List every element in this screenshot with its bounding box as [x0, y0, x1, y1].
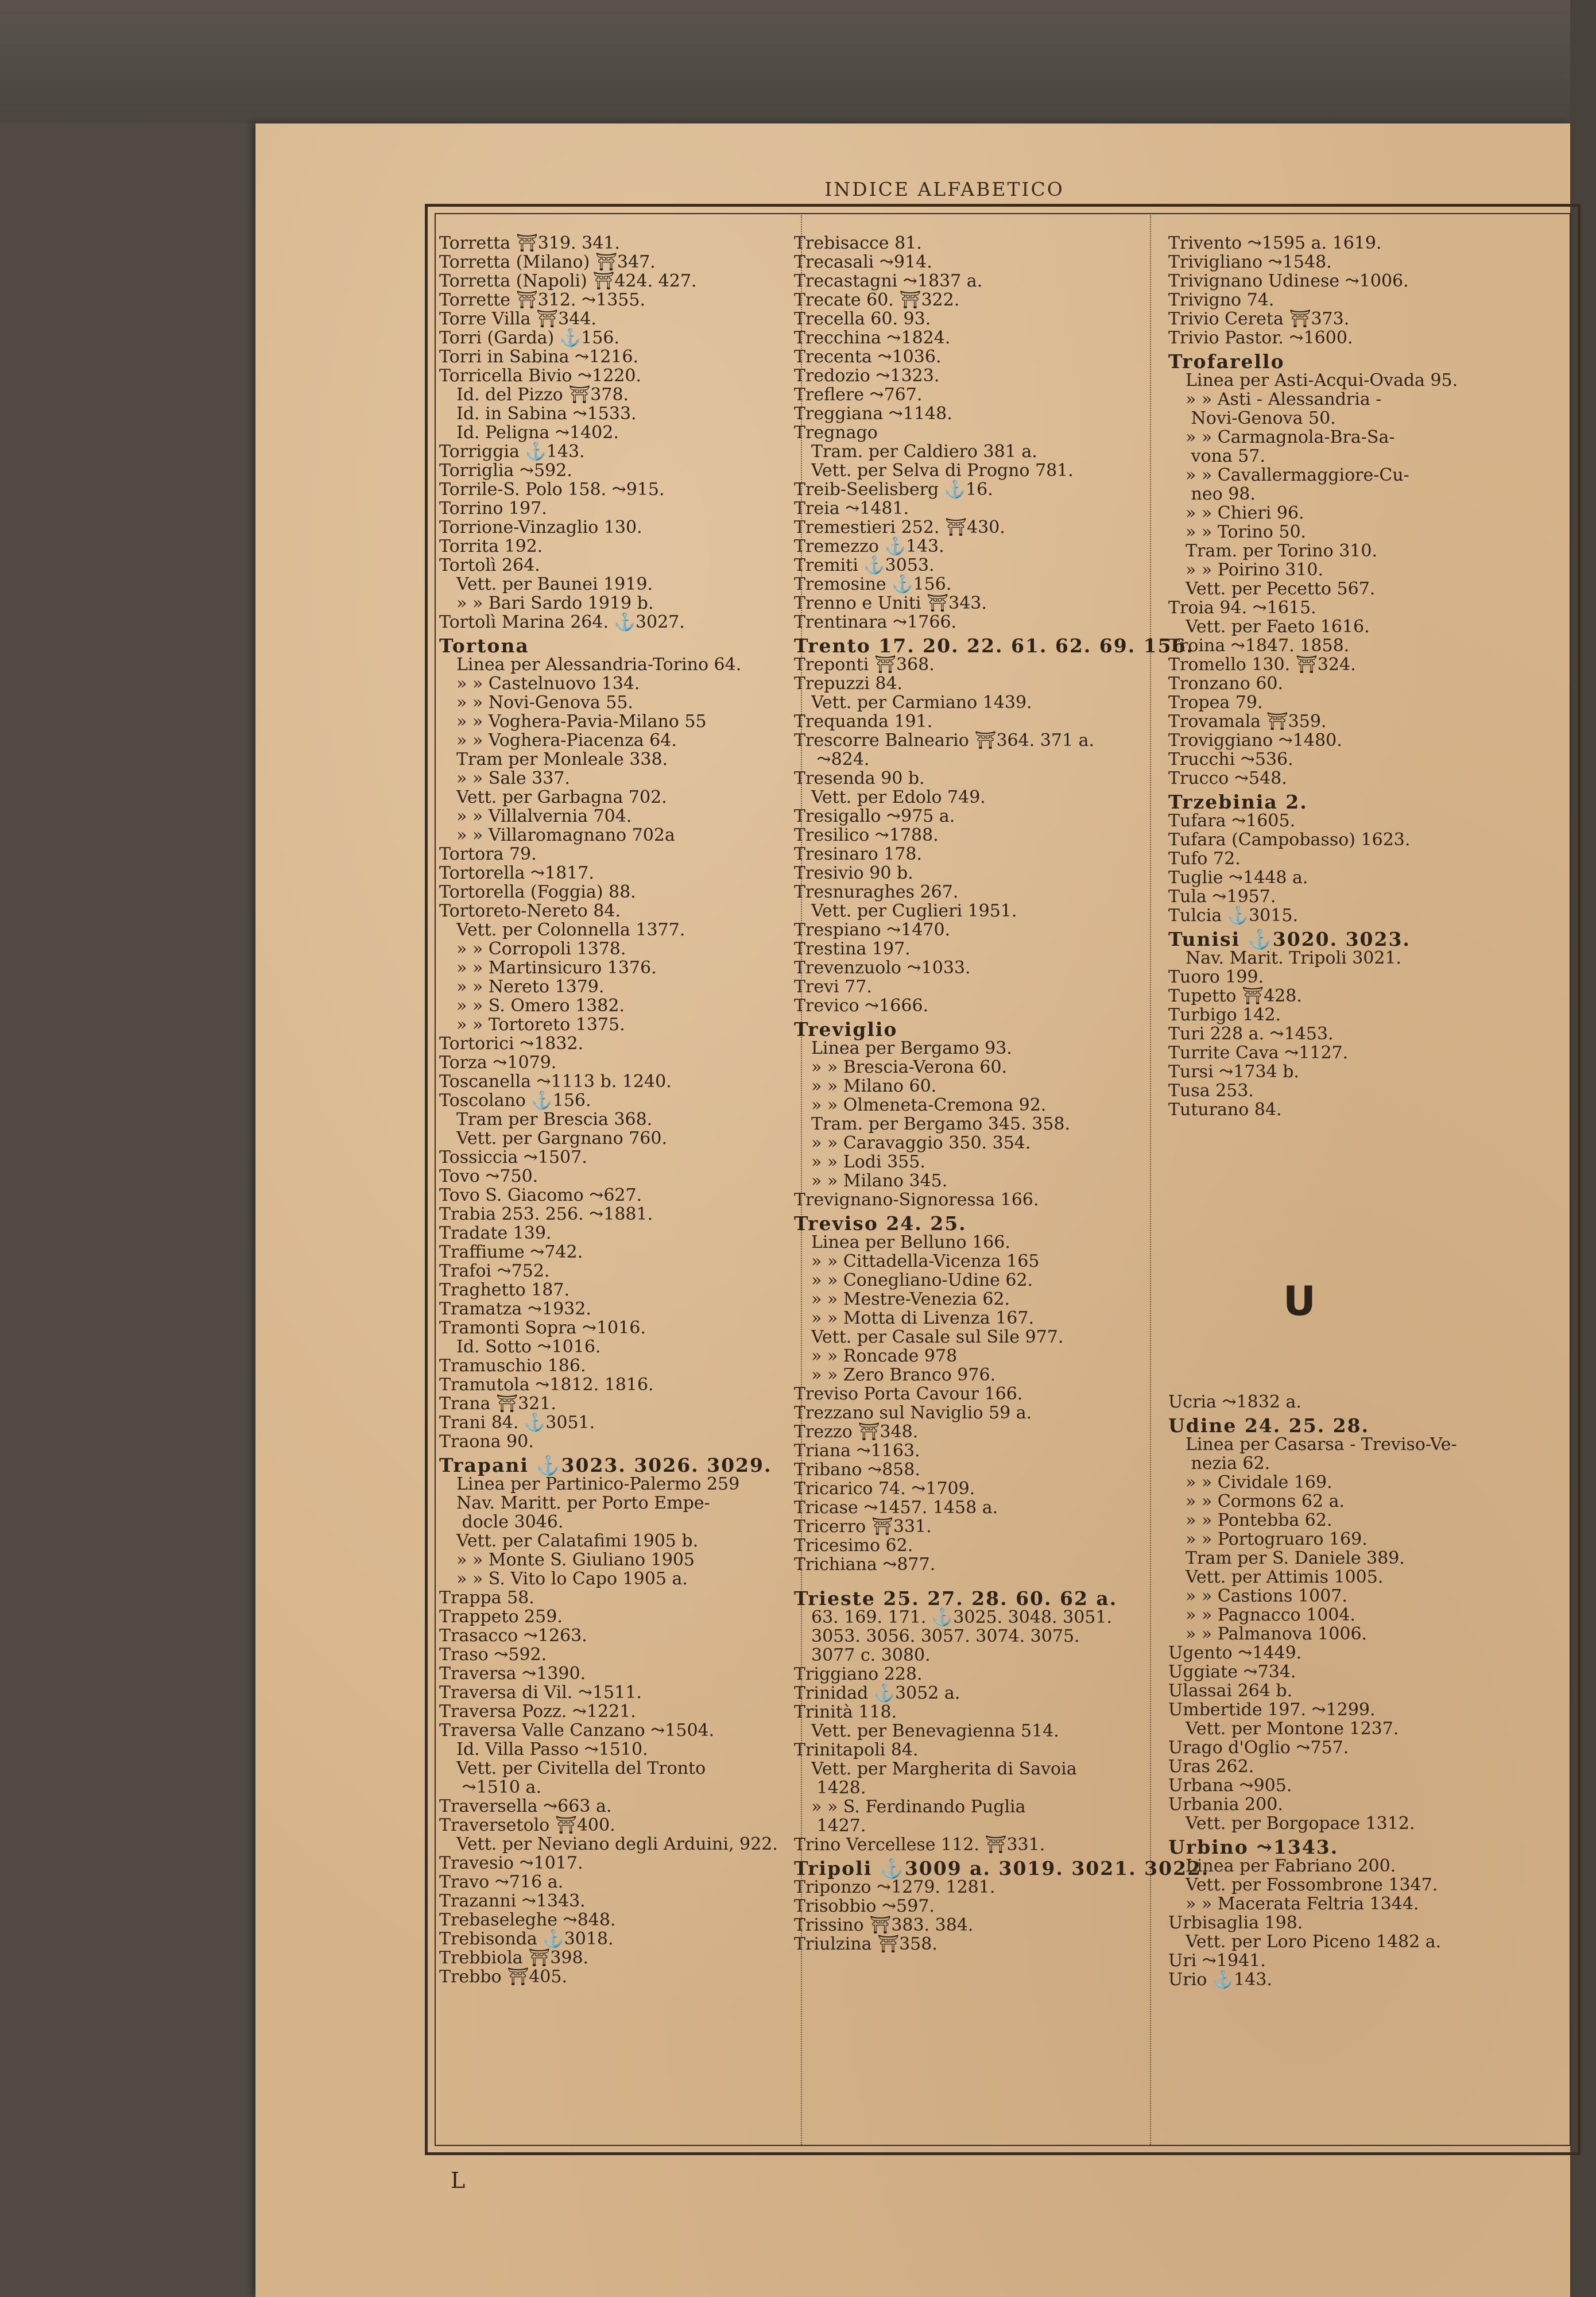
index-entry: Torrette ⛩312. ⤳1355.	[439, 290, 646, 310]
index-entry: Urbisaglia 198.	[1168, 1913, 1303, 1933]
index-entry: Tresigallo ⤳975 a.	[794, 806, 955, 826]
index-entry: Vett. per Edolo 749.	[794, 787, 986, 807]
index-entry: Trichiana ⤳877.	[794, 1554, 936, 1575]
index-entry: 3077 c. 3080.	[794, 1645, 931, 1665]
index-entry: » » Brescia-Verona 60.	[794, 1057, 1008, 1077]
index-entry: 1428.	[794, 1778, 866, 1798]
index-entry: » » Portogruaro 169.	[1168, 1529, 1368, 1549]
index-entry: Traso ⤳592.	[439, 1645, 547, 1665]
index-entry: Id. Villa Passo ⤳1510.	[439, 1739, 648, 1760]
index-entry: » » Cittadella-Vicenza 165	[794, 1251, 1040, 1271]
index-entry: Travesio ⤳1017.	[439, 1853, 583, 1873]
index-entry: Linea per Asti-Acqui-Ovada 95.	[1168, 370, 1458, 390]
index-entry: Tremosine ⚓156.	[794, 574, 952, 594]
index-entry: Trevi 77.	[794, 977, 872, 997]
index-entry: Trabia 253. 256. ⤳1881.	[439, 1204, 653, 1224]
index-entry: ⤳1510 a.	[439, 1777, 541, 1797]
index-entry: Trovamala ⛩359.	[1168, 711, 1327, 732]
signature-mark: L	[451, 2168, 466, 2193]
index-entry: 3053. 3056. 3057. 3074. 3075.	[794, 1626, 1080, 1646]
index-entry: Trebbiola ⛩398.	[439, 1948, 589, 1968]
index-entry: Trepuzzi 84.	[794, 674, 903, 694]
index-entry: Vett. per Colonnella 1377.	[439, 920, 685, 940]
index-entry: 63. 169. 171. ⚓3025. 3048. 3051.	[794, 1607, 1112, 1627]
index-entry: Tortolì Marina 264. ⚓3027.	[439, 612, 685, 632]
index-entry: Tronzano 60.	[1168, 674, 1284, 694]
index-entry: » » S. Vito lo Capo 1905 a.	[439, 1569, 688, 1589]
index-entry: Tresilico ⤳1788.	[794, 825, 939, 845]
index-heading: Trofarello	[1168, 350, 1285, 373]
index-entry: Tortorella ⤳1817.	[439, 863, 594, 883]
index-entry: Tusa 253.	[1168, 1081, 1254, 1101]
index-entry: Uggiate ⤳734.	[1168, 1662, 1296, 1682]
index-entry: ⤳824.	[794, 749, 870, 769]
index-entry: Vett. per Borgopace 1312.	[1168, 1813, 1415, 1834]
index-entry: Tresivio 90 b.	[794, 863, 913, 883]
index-entry: Id. del Pizzo ⛩378.	[439, 385, 629, 405]
index-entry: Urbana ⤳905.	[1168, 1776, 1292, 1796]
index-entry: Tortoreto-Nereto 84.	[439, 901, 621, 921]
index-entry: Treflere ⤳767.	[794, 385, 923, 405]
index-entry: Tropea 79.	[1168, 693, 1263, 713]
index-entry: Trebaseleghe ⤳848.	[439, 1910, 616, 1930]
index-entry: » » Pagnacco 1004.	[1168, 1605, 1356, 1625]
index-entry: Trana ⛩321.	[439, 1394, 556, 1414]
index-entry: Trivignano Udinese ⤳1006.	[1168, 271, 1409, 291]
index-entry: Tram. per Torino 310.	[1168, 541, 1377, 561]
index-entry: Treggiana ⤳1148.	[794, 404, 952, 424]
index-entry: » » Lodi 355.	[794, 1152, 925, 1172]
index-entry: » » Voghera-Pavia-Milano 55	[439, 711, 707, 732]
index-entry: Tremestieri 252. ⛩430.	[794, 517, 1005, 537]
index-entry: Tram per S. Daniele 389.	[1168, 1548, 1405, 1568]
index-entry: » » Pontebba 62.	[1168, 1510, 1332, 1530]
index-entry: Urio ⚓143.	[1168, 1970, 1272, 1990]
scan-backdrop-top	[0, 0, 1596, 123]
index-entry: Trebisonda ⚓3018.	[439, 1929, 614, 1949]
book-page	[255, 123, 1570, 2297]
index-entry: Torrile-S. Polo 158. ⤳915.	[439, 479, 665, 500]
index-entry: Torriggia ⚓143.	[439, 442, 585, 462]
index-entry: Tribano ⤳858.	[794, 1460, 920, 1480]
index-entry: Toscanella ⤳1113 b. 1240.	[439, 1072, 672, 1092]
index-heading: Udine 24. 25. 28.	[1168, 1414, 1370, 1437]
index-entry: Trani 84. ⚓3051.	[439, 1413, 595, 1433]
index-entry: Trivento ⤳1595 a. 1619.	[1168, 233, 1382, 253]
index-entry: » » Zero Branco 976.	[794, 1365, 996, 1385]
index-entry: Vett. per Cuglieri 1951.	[794, 901, 1017, 921]
index-entry: Triggiano 228.	[794, 1664, 923, 1684]
index-entry: Traversa Valle Canzano ⤳1504.	[439, 1720, 715, 1741]
index-entry: Traghetto 187.	[439, 1280, 570, 1300]
index-entry: Vett. per Benevagienna 514.	[794, 1721, 1059, 1741]
index-entry: » » Macerata Feltria 1344.	[1168, 1894, 1419, 1914]
index-entry: » » Cavallermaggiore-Cu-	[1168, 465, 1409, 485]
index-heading: Treviglio	[794, 1018, 898, 1041]
index-entry: Trafoi ⤳752.	[439, 1261, 550, 1281]
index-entry: Vett. per Loro Piceno 1482 a.	[1168, 1932, 1442, 1952]
index-entry: Torretta (Milano) ⛩347.	[439, 252, 656, 272]
index-entry: Ugento ⤳1449.	[1168, 1643, 1302, 1663]
index-entry: Linea per Partinico-Palermo 259	[439, 1474, 740, 1494]
index-entry: » » Martinsicuro 1376.	[439, 958, 657, 978]
index-entry: Traona 90.	[439, 1432, 534, 1452]
index-entry: Torriglia ⤳592.	[439, 461, 572, 481]
index-entry: Vett. per Fossombrone 1347.	[1168, 1875, 1438, 1895]
index-entry: Tula ⤳1957.	[1168, 887, 1276, 907]
index-entry: Tursi ⤳1734 b.	[1168, 1062, 1299, 1082]
index-entry: Id. in Sabina ⤳1533.	[439, 404, 637, 424]
index-entry: » » Villaromagnano 702a	[439, 825, 675, 845]
index-entry: Trezzo ⛩348.	[794, 1422, 919, 1442]
index-entry: » » Palmanova 1006.	[1168, 1624, 1368, 1644]
index-entry: Tremiti ⚓3053.	[794, 555, 935, 575]
index-entry: Tovo S. Giacomo ⤳627.	[439, 1185, 642, 1205]
index-entry: Trezzano sul Naviglio 59 a.	[794, 1403, 1032, 1423]
index-entry: Tramonti Sopra ⤳1016.	[439, 1318, 646, 1338]
index-entry: Tuglie ⤳1448 a.	[1168, 868, 1308, 888]
index-entry: » » Milano 345.	[794, 1171, 948, 1191]
index-entry: Trevenzuolo ⤳1033.	[794, 958, 971, 978]
index-entry: Trequanda 191.	[794, 711, 933, 732]
index-entry: vona 57.	[1168, 446, 1265, 466]
index-entry: Traversa di Vil. ⤳1511.	[439, 1683, 642, 1703]
index-entry: Tufara (Campobasso) 1623.	[1168, 830, 1411, 850]
index-entry: Tricerro ⛩331.	[794, 1517, 932, 1537]
index-entry: » » Villalvernia 704.	[439, 806, 632, 826]
index-entry: Torre Villa ⛩344.	[439, 309, 596, 329]
index-entry: Triana ⤳1163.	[794, 1441, 920, 1461]
index-heading: Tunisi ⚓3020. 3023.	[1168, 928, 1411, 950]
index-entry: Tulcia ⚓3015.	[1168, 906, 1298, 926]
index-entry: Vett. per Pecetto 567.	[1168, 579, 1376, 599]
index-entry: » » Castelnuovo 134.	[439, 674, 640, 694]
index-entry: » » Mestre-Venezia 62.	[794, 1289, 1010, 1309]
index-entry: Ucria ⤳1832 a.	[1168, 1392, 1301, 1412]
index-entry: » » Asti - Alessandria -	[1168, 389, 1382, 409]
index-entry: Torretta (Napoli) ⛩424. 427.	[439, 271, 697, 291]
index-entry: Trecchina ⤳1824.	[794, 328, 951, 348]
index-entry: Linea per Fabriano 200.	[1168, 1856, 1396, 1876]
index-entry: Turi 228 a. ⤳1453.	[1168, 1024, 1334, 1044]
index-entry: Trespiano ⤳1470.	[794, 920, 951, 940]
index-entry: Torri in Sabina ⤳1216.	[439, 347, 639, 367]
index-entry: Tortorella (Foggia) 88.	[439, 882, 636, 902]
index-entry: Linea per Casarsa - Treviso-Ve-	[1168, 1434, 1457, 1455]
index-entry: Vett. per Calatafimi 1905 b.	[439, 1531, 699, 1551]
index-entry: Tuoro 199.	[1168, 967, 1264, 987]
index-entry: Tovo ⤳750.	[439, 1166, 539, 1186]
index-entry: » » Monte S. Giuliano 1905	[439, 1550, 695, 1570]
index-entry: Traffiume ⤳742.	[439, 1242, 583, 1262]
index-entry: Trenno e Uniti ⛩343.	[794, 593, 987, 613]
index-entry: Traversetolo ⛩400.	[439, 1815, 615, 1835]
index-entry: » » Tortoreto 1375.	[439, 1015, 625, 1035]
index-entry: Tortorici ⤳1832.	[439, 1034, 584, 1054]
index-entry: » » Novi-Genova 55.	[439, 693, 633, 713]
index-entry: » » Motta di Livenza 167.	[794, 1308, 1034, 1328]
index-entry: Tramatza ⤳1932.	[439, 1299, 591, 1319]
index-entry: Trestina 197.	[794, 939, 911, 959]
index-entry: Troviggiano ⤳1480.	[1168, 730, 1342, 751]
index-entry: Trebisacce 81.	[794, 233, 922, 253]
index-entry: Trappeto 259.	[439, 1607, 563, 1627]
index-entry: Trescorre Balneario ⛩364. 371 a.	[794, 730, 1094, 751]
index-entry: Treponti ⛩368.	[794, 655, 935, 675]
index-entry: Tramutola ⤳1812. 1816.	[439, 1375, 654, 1395]
index-entry: Trinidad ⚓3052 a.	[794, 1683, 960, 1703]
index-entry: 1427.	[794, 1816, 866, 1836]
index-entry: Torretta ⛩319. 341.	[439, 233, 620, 253]
index-entry: Trissino ⛩383. 384.	[794, 1915, 974, 1935]
index-entry: Traversa ⤳1390.	[439, 1664, 586, 1684]
index-entry: Vett. per Selva di Progno 781.	[794, 461, 1074, 481]
index-entry: Vett. per Casale sul Sile 977.	[794, 1327, 1064, 1347]
index-entry: Linea per Bergamo 93.	[794, 1038, 1012, 1058]
index-entry: Trecenta ⤳1036.	[794, 347, 942, 367]
index-entry: Trevignano-Signoressa 166.	[794, 1190, 1039, 1210]
index-entry: Trivio Pastor. ⤳1600.	[1168, 328, 1353, 348]
index-entry: Umbertide 197. ⤳1299.	[1168, 1700, 1376, 1720]
index-entry: » » Conegliano-Udine 62.	[794, 1270, 1033, 1290]
index-entry: Torricella Bivio ⤳1220.	[439, 366, 641, 386]
index-entry: Tromello 130. ⛩324.	[1168, 655, 1356, 675]
index-entry: Trevico ⤳1666.	[794, 996, 929, 1016]
index-entry: Trisobbio ⤳597.	[794, 1896, 935, 1916]
index-entry: Treia ⤳1481.	[794, 498, 909, 519]
index-entry: Toscolano ⚓156.	[439, 1091, 591, 1111]
index-entry: Trazanni ⤳1343.	[439, 1891, 586, 1911]
index-entry: Tram per Monleale 338.	[439, 749, 668, 769]
index-column-1	[439, 234, 792, 1986]
index-entry: Vett. per Carmiano 1439.	[794, 693, 1032, 713]
index-entry: » » Cormons 62 a.	[1168, 1491, 1345, 1511]
index-entry: Trinità 118.	[794, 1702, 897, 1722]
index-entry: Trentinara ⤳1766.	[794, 612, 957, 632]
index-entry: » » Caravaggio 350. 354.	[794, 1133, 1031, 1153]
index-entry: Trucchi ⤳536.	[1168, 749, 1293, 769]
index-entry: Linea per Alessandria-Torino 64.	[439, 655, 742, 675]
index-entry: Trinitapoli 84.	[794, 1740, 919, 1760]
index-entry: Torrino 197.	[439, 498, 547, 519]
index-entry: Torri (Garda) ⚓156.	[439, 328, 619, 348]
entry-gap	[794, 1574, 1147, 1584]
index-entry: Trasacco ⤳1263.	[439, 1626, 587, 1646]
index-column-3	[1168, 234, 1521, 1119]
index-entry: Tradate 139.	[439, 1223, 552, 1243]
index-entry: Torza ⤳1079.	[439, 1053, 557, 1073]
index-entry: Trivigno 74.	[1168, 290, 1275, 310]
index-entry: Tortolì 264.	[439, 555, 540, 575]
index-entry: Vett. per Baunei 1919.	[439, 574, 653, 594]
index-entry: Turbigo 142.	[1168, 1005, 1281, 1025]
index-entry: Trivigliano ⤳1548.	[1168, 252, 1332, 272]
index-entry: Trecastagni ⤳1837 a.	[794, 271, 983, 291]
index-entry: Id. Peligna ⤳1402.	[439, 423, 619, 443]
index-entry: Treviso Porta Cavour 166.	[794, 1384, 1023, 1404]
index-entry: Vett. per Garbagna 702.	[439, 787, 667, 807]
index-entry: Tramuschio 186.	[439, 1356, 586, 1376]
index-entry: docle 3046.	[439, 1512, 564, 1532]
index-entry: Trecasali ⤳914.	[794, 252, 932, 272]
index-entry: » » Cividale 169.	[1168, 1472, 1332, 1492]
index-column-3-u-section	[1168, 1393, 1521, 1989]
index-heading: Trapani ⚓3023. 3026. 3029.	[439, 1454, 772, 1476]
index-entry: » » Carmagnola-Bra-Sa-	[1168, 427, 1395, 447]
index-entry: Ulassai 264 b.	[1168, 1681, 1293, 1701]
index-entry: » » Roncade 978	[794, 1346, 958, 1366]
index-entry: Novi-Genova 50.	[1168, 408, 1336, 428]
index-entry: » » Bari Sardo 1919 b.	[439, 593, 654, 613]
index-entry: Tram. per Bergamo 345. 358.	[794, 1114, 1070, 1134]
index-entry: neo 98.	[1168, 484, 1256, 504]
index-entry: » » Sale 337.	[439, 768, 570, 788]
index-entry: Trivio Cereta ⛩373.	[1168, 309, 1350, 329]
index-entry: Linea per Belluno 166.	[794, 1232, 1010, 1252]
index-entry: Traversa Pozz. ⤳1221.	[439, 1702, 636, 1722]
index-entry: » » Milano 60.	[794, 1076, 937, 1096]
index-entry: Triponzo ⤳1279. 1281.	[794, 1877, 995, 1897]
index-entry: Tremezzo ⚓143.	[794, 536, 944, 556]
index-entry: » » Nereto 1379.	[439, 977, 605, 997]
column-divider-2	[1150, 215, 1151, 2145]
index-entry: Tricarico 74. ⤳1709.	[794, 1479, 975, 1499]
index-entry: » » Poirino 310.	[1168, 560, 1324, 580]
index-entry: Nav. Maritt. per Porto Empe-	[439, 1493, 710, 1513]
index-entry: Treib-Seelisberg ⚓16.	[794, 479, 993, 500]
index-entry: Tresnuraghes 267.	[794, 882, 959, 902]
index-heading: Tortona	[439, 635, 529, 657]
index-entry: Tortora 79.	[439, 844, 537, 864]
index-entry: Urago d'Oglio ⤳757.	[1168, 1738, 1349, 1758]
index-entry: » » Corropoli 1378.	[439, 939, 626, 959]
page-header: INDICE ALFABETICO	[824, 178, 1064, 200]
index-entry: Id. Sotto ⤳1016.	[439, 1337, 601, 1357]
index-entry: Tricase ⤳1457. 1458 a.	[794, 1498, 998, 1518]
index-entry: Uri ⤳1941.	[1168, 1951, 1266, 1971]
index-entry: » » S. Omero 1382.	[439, 996, 625, 1016]
index-entry: Travo ⤳716 a.	[439, 1872, 564, 1892]
index-entry: Vett. per Faeto 1616.	[1168, 617, 1370, 637]
index-entry: Trebbo ⛩405.	[439, 1967, 567, 1987]
index-entry: Tram. per Caldiero 381 a.	[794, 442, 1037, 462]
index-heading: Trieste 25. 27. 28. 60. 62 a.	[794, 1587, 1118, 1610]
index-entry: Tufo 72.	[1168, 849, 1241, 869]
index-entry: Troia 94. ⤳1615.	[1168, 598, 1316, 618]
index-entry: Turrite Cava ⤳1127.	[1168, 1043, 1349, 1063]
index-entry: Traversella ⤳663 a.	[439, 1796, 612, 1816]
index-entry: Tuturano 84.	[1168, 1100, 1282, 1120]
index-heading: Urbino ⤳1343.	[1168, 1836, 1339, 1858]
index-entry: Tufara ⤳1605.	[1168, 811, 1296, 831]
index-entry: Tricesimo 62.	[794, 1536, 913, 1556]
index-entry: Trecate 60. ⛩322.	[794, 290, 960, 310]
index-entry: Troina ⤳1847. 1858.	[1168, 636, 1350, 656]
index-entry: » » Olmeneta-Cremona 92.	[794, 1095, 1047, 1115]
index-heading: Trzebinia 2.	[1168, 791, 1308, 813]
index-entry: Vett. per Neviano degli Arduini, 922.	[439, 1834, 778, 1854]
index-entry: » » Chieri 96.	[1168, 503, 1304, 523]
index-entry: Urbania 200.	[1168, 1795, 1283, 1815]
index-entry: Vett. per Gargnano 760.	[439, 1128, 668, 1148]
index-entry: Vett. per Civitella del Tronto	[439, 1758, 706, 1778]
index-entry: Torrita 192.	[439, 536, 543, 556]
index-entry: Tregnago	[794, 423, 878, 443]
index-entry: Trucco ⤳548.	[1168, 768, 1287, 788]
index-entry: » » Torino 50.	[1168, 522, 1307, 542]
index-entry: nezia 62.	[1168, 1453, 1270, 1474]
index-entry: » » Castions 1007.	[1168, 1586, 1347, 1606]
index-entry: Tram per Brescia 368.	[439, 1109, 653, 1130]
index-entry: Tossiccia ⤳1507.	[439, 1147, 587, 1167]
index-entry: » » S. Ferdinando Puglia	[794, 1797, 1026, 1817]
index-entry: Uras 262.	[1168, 1757, 1254, 1777]
index-entry: Tresenda 90 b.	[794, 768, 925, 788]
letter-heading-u: U	[1283, 1278, 1316, 1325]
index-heading: Treviso 24. 25.	[794, 1212, 967, 1235]
index-entry: Tupetto ⛩428.	[1168, 986, 1302, 1006]
index-entry: » » Voghera-Piacenza 64.	[439, 730, 677, 751]
index-entry: Vett. per Montone 1237.	[1168, 1719, 1399, 1739]
index-entry: Trecella 60. 93.	[794, 309, 931, 329]
index-entry: Trino Vercellese 112. ⛩331.	[794, 1835, 1045, 1855]
index-heading: Trento 17. 20. 22. 61. 62. 69. 156.	[794, 635, 1195, 657]
index-entry: Vett. per Margherita di Savoia	[794, 1759, 1077, 1779]
index-entry: Triulzina ⛩358.	[794, 1934, 938, 1954]
index-entry: Vett. per Attimis 1005.	[1168, 1567, 1384, 1587]
index-entry: Nav. Marit. Tripoli 3021.	[1168, 948, 1402, 968]
index-heading: Tripoli ⚓3009 a. 3019. 3021. 3022.	[794, 1857, 1210, 1880]
index-entry: Tresinaro 178.	[794, 844, 923, 864]
index-entry: Tredozio ⤳1323.	[794, 366, 940, 386]
index-entry: Torrione-Vinzaglio 130.	[439, 517, 642, 537]
index-entry: Trappa 58.	[439, 1588, 534, 1608]
